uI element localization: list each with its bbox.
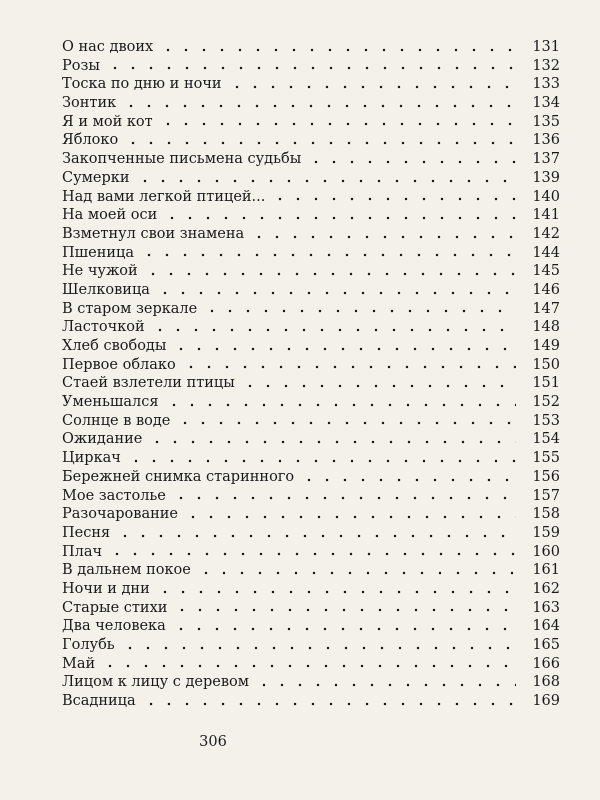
toc-entry (62, 337, 560, 356)
dot-leader (168, 496, 516, 500)
toc-entry-page: 169 (532, 693, 560, 710)
toc-entry-page: 160 (532, 543, 560, 560)
toc-entry (62, 692, 560, 711)
toc-entry-page: 153 (532, 412, 560, 429)
dot-leader (303, 160, 516, 164)
toc-entry-page: 155 (532, 450, 560, 467)
toc-entry-title: Циркач (62, 450, 121, 467)
dot-leader (168, 347, 516, 351)
dot-leader (152, 291, 516, 295)
toc-entry-title: В старом зеркале (62, 300, 198, 317)
toc-entry (62, 636, 560, 655)
toc-entry-page: 145 (532, 263, 560, 280)
toc-entry-page: 152 (532, 394, 560, 411)
dot-leader (155, 48, 516, 52)
toc-entry-page: 132 (532, 57, 560, 74)
toc-entry (62, 543, 560, 562)
toc-entry-page: 144 (532, 244, 560, 261)
toc-entry (62, 374, 560, 393)
toc-entry-title: О нас двоих (62, 39, 154, 55)
toc-entry-page: 157 (532, 487, 560, 504)
toc-entry-title: Сумерки (62, 169, 130, 186)
dot-leader (155, 122, 516, 126)
toc-entry-title: На моей оси (62, 207, 158, 224)
dot-leader (172, 421, 516, 425)
toc-entry-page: 151 (532, 375, 560, 392)
toc-entry (62, 75, 560, 94)
toc-entry (62, 673, 560, 692)
toc-entry-title: Стаей взлетели птицы (62, 375, 235, 392)
toc-entry (62, 169, 560, 188)
toc-entry-title: Песня (62, 524, 111, 541)
toc-entry-title: Не чужой (62, 263, 138, 280)
toc-entry (62, 94, 560, 113)
toc-entry-page: 140 (532, 188, 560, 205)
dot-leader (118, 104, 516, 108)
dot-leader (168, 627, 516, 631)
toc-entry-page: 168 (532, 674, 560, 691)
toc-entry-title: Розы (62, 57, 100, 74)
dot-leader (180, 515, 516, 519)
dot-leader (104, 552, 516, 556)
toc-entry-page: 156 (532, 468, 560, 485)
toc-entry-title: Хлеб свободы (62, 338, 167, 354)
toc-entry-title: Шелковица (62, 281, 150, 298)
dot-leader (120, 141, 516, 145)
toc-entry (62, 150, 560, 169)
toc-entry-title: Уменьшался (62, 394, 159, 411)
toc-entry-title: Солнце в воде (62, 412, 171, 429)
toc-entry-title: Ожидание (62, 431, 143, 448)
toc-entry-page: 147 (532, 300, 560, 317)
toc-entry (62, 244, 560, 263)
toc-entry (62, 38, 560, 57)
toc-entry (62, 412, 560, 431)
toc-entry-page: 134 (532, 95, 560, 112)
toc-entry (62, 281, 560, 300)
toc-entry-title: Май (62, 655, 96, 672)
toc-entry (62, 225, 560, 244)
toc-entry-title: Закопченные письмена судьбы (62, 151, 302, 168)
page-number: 306 (199, 734, 227, 750)
dot-leader (112, 534, 516, 538)
toc-entry (62, 113, 560, 132)
toc-entry-title: Ласточкой (62, 319, 145, 336)
toc-entry-title: Тоска по дню и ночи (62, 76, 222, 93)
toc-entry-page: 164 (532, 618, 560, 635)
toc-entry-title: Мое застолье (62, 487, 166, 504)
toc-entry-title: Я и мой кот (62, 113, 153, 130)
toc-entry (62, 262, 560, 281)
toc-entry-title: Над вами легкой птицей... (62, 188, 266, 205)
dot-leader (178, 365, 516, 369)
toc-entry-title: Лицом к лицу с деревом (62, 674, 249, 691)
dot-leader (161, 403, 516, 407)
toc-entry-page: 163 (532, 599, 560, 616)
toc-entry-page: 165 (532, 637, 560, 653)
dot-leader (152, 590, 516, 594)
toc-entry-title: Голубь (62, 637, 115, 653)
table-of-contents (62, 38, 560, 711)
toc-entry-page: 142 (532, 225, 560, 242)
toc-entry (62, 655, 560, 674)
dot-leader (169, 608, 516, 612)
toc-entry-title: Яблоко (62, 132, 119, 149)
dot-leader (296, 478, 516, 482)
toc-entry (62, 599, 560, 618)
toc-entry-page: 146 (532, 281, 560, 298)
toc-entry-page: 135 (532, 113, 560, 130)
dot-leader (144, 440, 516, 444)
toc-entry-title: Разочарование (62, 506, 178, 523)
toc-entry (62, 131, 560, 150)
toc-entry-page: 137 (532, 151, 560, 168)
dot-leader (117, 646, 516, 650)
toc-entry-title: Пшеница (62, 244, 135, 261)
toc-entry-title: Взметнул свои знамена (62, 225, 245, 242)
toc-entry (62, 617, 560, 636)
dot-leader (237, 384, 516, 388)
dot-leader (132, 179, 517, 183)
toc-entry-title: Зонтик (62, 95, 117, 112)
toc-entry (62, 206, 560, 225)
toc-entry-page: 166 (532, 655, 560, 672)
toc-entry-page: 150 (532, 356, 560, 373)
toc-entry (62, 188, 560, 207)
toc-entry (62, 449, 560, 468)
toc-entry-page: 131 (532, 39, 560, 55)
toc-entry-page: 148 (532, 319, 560, 336)
dot-leader (123, 459, 516, 463)
toc-entry (62, 505, 560, 524)
toc-entry (62, 356, 560, 375)
toc-entry-title: Первое облако (62, 356, 176, 373)
toc-entry (62, 393, 560, 412)
toc-entry-title: Плач (62, 543, 103, 560)
dot-leader (251, 683, 516, 687)
toc-entry (62, 300, 560, 319)
toc-entry-page: 158 (532, 506, 560, 523)
toc-entry-title: Два человека (62, 618, 166, 635)
dot-leader (199, 309, 516, 313)
toc-entry-title: Бережней снимка старинного (62, 468, 295, 485)
toc-entry-page: 154 (532, 431, 560, 448)
toc-entry-page: 162 (532, 580, 560, 597)
toc-entry (62, 468, 560, 487)
toc-entry (62, 57, 560, 76)
toc-entry (62, 430, 560, 449)
toc-entry-page: 133 (532, 76, 560, 93)
dot-leader (147, 328, 516, 332)
toc-entry-page: 161 (532, 562, 560, 579)
dot-leader (193, 571, 516, 575)
dot-leader (136, 253, 516, 257)
dot-leader (102, 66, 516, 70)
toc-entry (62, 580, 560, 599)
toc-entry-title: В дальнем покое (62, 562, 191, 579)
toc-entry-title: Старые стихи (62, 599, 168, 616)
dot-leader (159, 216, 516, 220)
dot-leader (97, 664, 516, 668)
toc-entry-title: Всадница (62, 693, 136, 710)
dot-leader (138, 702, 516, 706)
toc-entry (62, 561, 560, 580)
toc-entry-page: 136 (532, 132, 560, 149)
toc-entry-page: 149 (532, 338, 560, 354)
toc-entry (62, 487, 560, 506)
dot-leader (246, 235, 516, 239)
toc-entry-page: 141 (532, 207, 560, 224)
toc-entry (62, 524, 560, 543)
dot-leader (224, 85, 516, 89)
dot-leader (140, 272, 516, 276)
dot-leader (267, 197, 516, 201)
toc-entry-page: 159 (532, 524, 560, 541)
toc-entry-page: 139 (532, 169, 560, 186)
toc-entry-title: Ночи и дни (62, 580, 150, 597)
toc-entry (62, 318, 560, 337)
